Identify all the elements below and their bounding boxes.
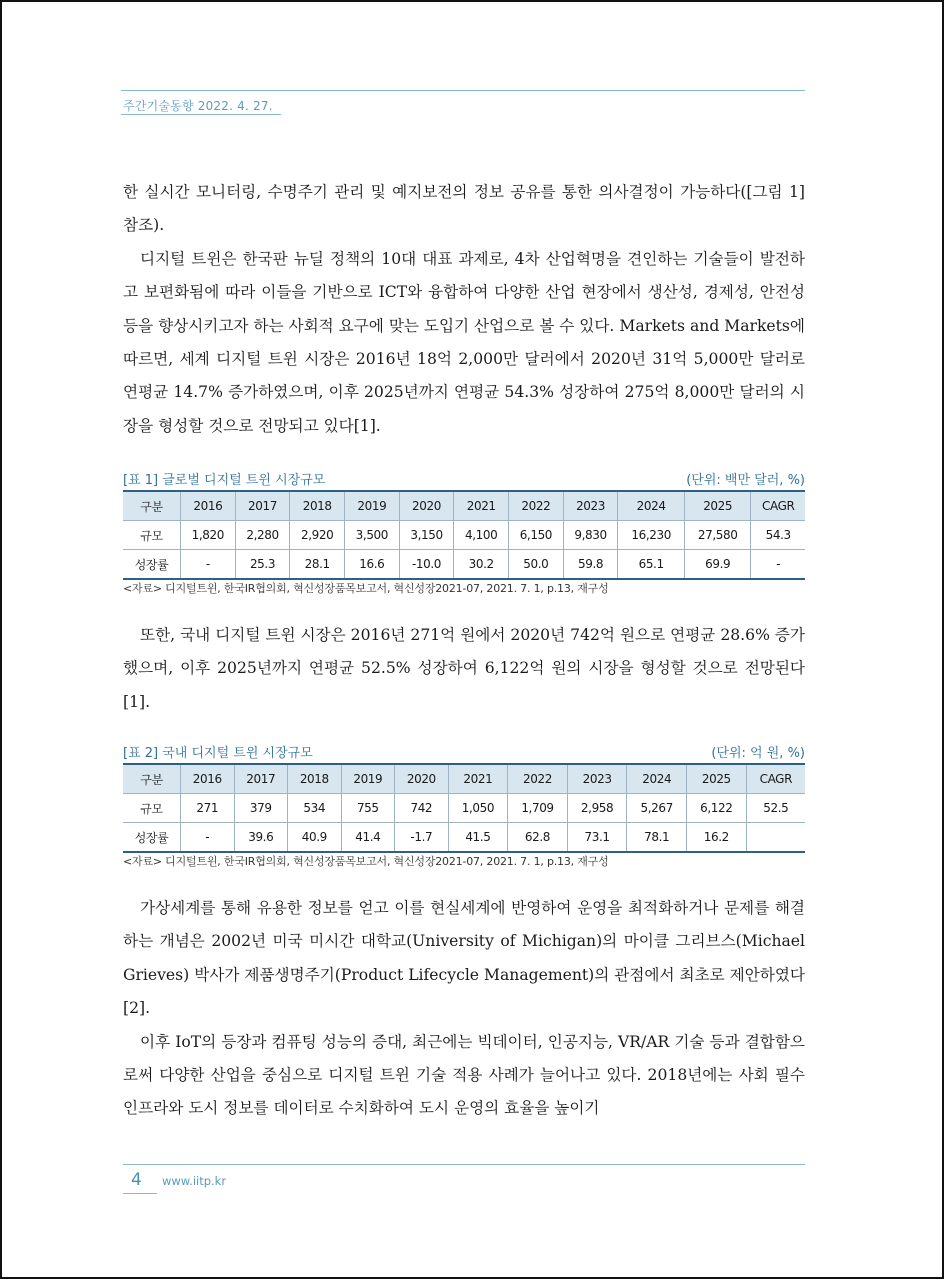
table-header-cell: 2022	[508, 764, 568, 794]
table-header-cell: 구분	[123, 764, 181, 794]
table-row	[123, 823, 805, 853]
paragraph: 한 실시간 모니터링, 수명주기 관리 및 예지보전의 정보 공유를 통한 의사결정이 가능하다([그림 1] 참조).	[123, 183, 805, 235]
table-header-cell: 2024	[618, 491, 685, 521]
footer-rule	[123, 1164, 805, 1165]
table-header-cell: 2018	[288, 764, 342, 794]
table-cell: 62.8	[508, 823, 568, 853]
table-cell: 69.9	[684, 550, 751, 580]
table-cell: -	[181, 823, 235, 853]
table-cell: 3,500	[345, 521, 400, 550]
header-rule	[121, 90, 805, 91]
table-1	[123, 490, 805, 580]
header-underline	[121, 114, 281, 115]
body-section-3	[123, 892, 805, 1126]
table-header-cell: 2023	[563, 491, 618, 521]
table-header-cell: CAGR	[751, 491, 805, 521]
table-cell: 16,230	[618, 521, 685, 550]
table-cell: 27,580	[684, 521, 751, 550]
table-cell: 성장률	[123, 823, 181, 853]
table-header-cell: 2018	[290, 491, 345, 521]
table-row	[123, 521, 805, 550]
table-header-cell: 2025	[687, 764, 747, 794]
table-cell: -10.0	[399, 550, 454, 580]
table-header-cell: CAGR	[746, 764, 805, 794]
table-cell: 1,820	[181, 521, 236, 550]
table-cell: 25.3	[235, 550, 290, 580]
table-header-cell: 2019	[345, 491, 400, 521]
table-cell: -	[751, 550, 805, 580]
table-cell: 규모	[123, 521, 181, 550]
body-section-1	[123, 176, 805, 443]
table-2-caption: [표 2] 국내 디지털 트윈 시장규모	[123, 746, 313, 761]
table-cell: 41.5	[448, 823, 508, 853]
paragraph: 이후 IoT의 등장과 컴퓨팅 성능의 증대, 최근에는 빅데이터, 인공지능, VR/AR 기술 등과 결합함으로써 다양한 산업을 중심으로 디지털 트윈 기술 적용 사례가 늘어나고 있다. 2018년에는 사회 필수 인프라와 도시 정보를 데이터로 수치화하여 도시 운영의 효율을 높이기	[123, 1032, 805, 1118]
body-section-2	[123, 619, 805, 719]
table-header-cell: 2017	[235, 491, 290, 521]
table-header-cell: 2025	[684, 491, 751, 521]
table-header-cell: 2022	[509, 491, 564, 521]
table-cell: 59.8	[563, 550, 618, 580]
table-cell: 16.6	[345, 550, 400, 580]
table-cell: 50.0	[509, 550, 564, 580]
table-cell: 54.3	[751, 521, 805, 550]
table-header-row	[123, 764, 805, 794]
table-row	[123, 550, 805, 580]
table-cell: 40.9	[288, 823, 342, 853]
table-header-row	[123, 491, 805, 521]
table-cell: 39.6	[234, 823, 288, 853]
table-1-unit: (단위: 백만 달러, %)	[686, 473, 805, 488]
table-cell: 6,150	[509, 521, 564, 550]
table-header-cell: 구분	[123, 491, 181, 521]
table-1-caption-row	[123, 469, 805, 488]
table-cell: 534	[288, 794, 342, 823]
table-1-caption: [표 1] 글로벌 디지털 트윈 시장규모	[123, 473, 326, 488]
table-cell: -	[181, 550, 236, 580]
table-cell: 성장률	[123, 550, 181, 580]
table-cell	[746, 823, 805, 853]
table-header-cell: 2021	[448, 764, 508, 794]
table-header-cell: 2020	[395, 764, 449, 794]
table-cell: 규모	[123, 794, 181, 823]
table-header-cell: 2020	[399, 491, 454, 521]
table-cell: 73.1	[567, 823, 627, 853]
table-cell: 28.1	[290, 550, 345, 580]
footer-underline	[123, 1193, 157, 1194]
table-cell: 9,830	[563, 521, 618, 550]
table-2-unit: (단위: 억 원, %)	[711, 746, 805, 761]
table-header-cell: 2016	[181, 491, 236, 521]
table-cell: 271	[181, 794, 235, 823]
footer-site: www.iitp.kr	[162, 1174, 227, 1188]
table-2	[123, 763, 805, 853]
table-cell: 65.1	[618, 550, 685, 580]
table-cell: 5,267	[627, 794, 687, 823]
table-cell: 6,122	[687, 794, 747, 823]
table-cell: 2,920	[290, 521, 345, 550]
table-cell: 2,958	[567, 794, 627, 823]
table-cell: -1.7	[395, 823, 449, 853]
table-cell: 1,709	[508, 794, 568, 823]
table-cell: 30.2	[454, 550, 509, 580]
table-header-cell: 2017	[234, 764, 288, 794]
paragraph: 가상세계를 통해 유용한 정보를 얻고 이를 현실세계에 반영하여 운영을 최적화하거나 문제를 해결하는 개념은 2002년 미국 미시간 대학교(University of Michigan)의 마이클 그리브스(Michael Grieves) 박사가 제품생명주기(Product Lifecycle Management)의 관점에서 최초로 제안하였다[2].	[123, 899, 805, 1018]
table-1-source: <자료> 디지털트윈, 한국IR협의회, 혁신성장품목보고서, 혁신성장2021-07, 2021. 7. 1, p.13, 재구성	[123, 582, 609, 595]
table-header-cell: 2023	[567, 764, 627, 794]
table-cell: 78.1	[627, 823, 687, 853]
table-cell: 1,050	[448, 794, 508, 823]
table-cell: 52.5	[746, 794, 805, 823]
table-cell: 16.2	[687, 823, 747, 853]
page-number: 4	[131, 1170, 142, 1190]
table-cell: 742	[395, 794, 449, 823]
table-cell: 4,100	[454, 521, 509, 550]
table-header-cell: 2021	[454, 491, 509, 521]
table-header-cell: 2019	[341, 764, 395, 794]
table-cell: 3,150	[399, 521, 454, 550]
table-2-caption-row	[123, 742, 805, 761]
table-cell: 755	[341, 794, 395, 823]
table-row	[123, 794, 805, 823]
table-cell: 379	[234, 794, 288, 823]
table-2-source: <자료> 디지털트윈, 한국IR협의회, 혁신성장품목보고서, 혁신성장2021-07, 2021. 7. 1, p.13, 재구성	[123, 855, 609, 868]
table-header-cell: 2024	[627, 764, 687, 794]
header-title: 주간기술동향 2022. 4. 27.	[123, 99, 273, 113]
paragraph: 디지털 트윈은 한국판 뉴딜 정책의 10대 대표 과제로, 4차 산업혁명을 견인하는 기술들이 발전하고 보편화됨에 따라 이들을 기반으로 ICT와 융합하여 다양한 산업 현장에서 생산성, 경제성, 안전성 등을 향상시키고자 하는 사회적 요구에 맞는 도입기 산업으로 볼 수 있다. Markets and Markets에 따르면, 세계 디지털 트윈 시장은 2016년 18억 2,000만 달러에서 2020년 31억 5,000만 달러로 연평균 14.7% 증가하였으며, 이후 2025년까지 연평균 54.3% 성장하여 275억 8,000만 달러의 시장을 형성할 것으로 전망되고 있다[1].	[123, 249, 805, 435]
paragraph: 또한, 국내 디지털 트윈 시장은 2016년 271억 원에서 2020년 742억 원으로 연평균 28.6% 증가했으며, 이후 2025년까지 연평균 52.5% 성장하여 6,122억 원의 시장을 형성할 것으로 전망된다[1].	[123, 626, 805, 711]
table-cell: 41.4	[341, 823, 395, 853]
table-header-cell: 2016	[181, 764, 235, 794]
table-cell: 2,280	[235, 521, 290, 550]
